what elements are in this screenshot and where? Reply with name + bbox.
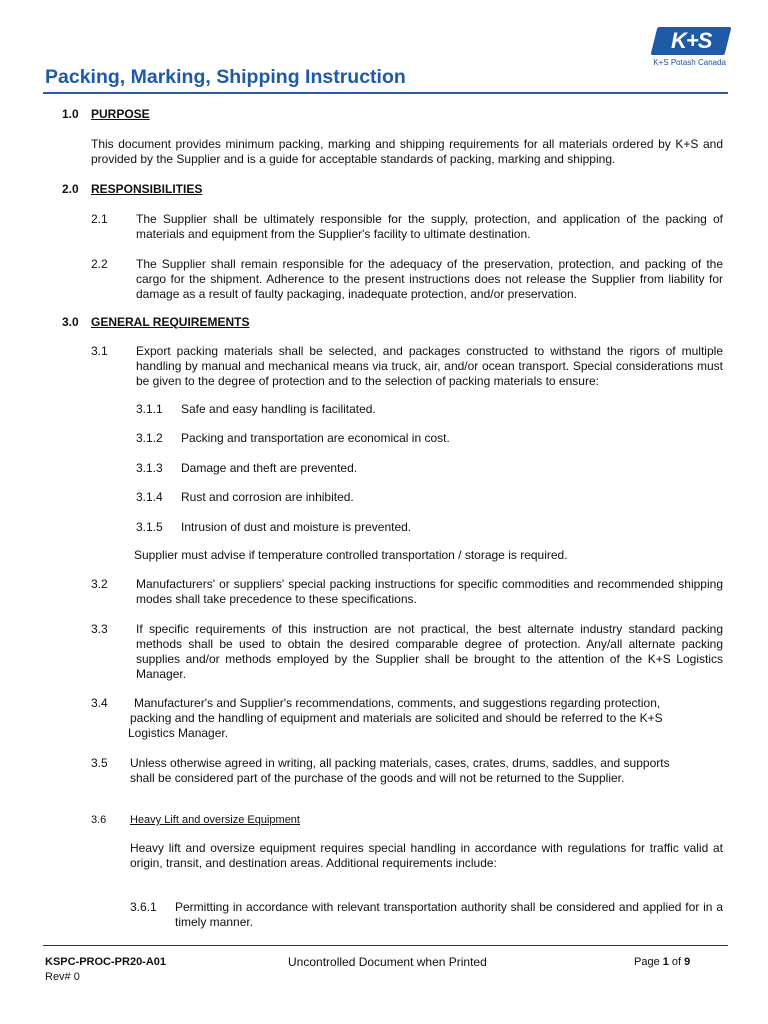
item-3-4-line-2: packing and the handling of equipment and materials are solicited and should be referred to the K+S — [130, 711, 663, 725]
item-3-6-1-text: Permitting in accordance with relevant transportation authority shall be considered and applied for in a timely manner. — [175, 900, 723, 929]
revision-number: Rev# 0 — [45, 971, 80, 983]
page-prefix: Page — [634, 956, 663, 968]
item-3-1-text: Export packing materials shall be selected, and packages constructed to withstand the rigors of multiple handling by manual and mechanical means via truck, air, and/or ocean transport. Special considerations must be given to the degree of protection and to the selection of packing materials to ensure: — [136, 344, 723, 388]
footer-divider — [43, 945, 728, 946]
item-3-5-line-2: shall be considered part of the purchase of the goods and will not be returned to the Supplier. — [130, 771, 625, 785]
item-number: 3.6 — [91, 814, 107, 826]
section-number: 2.0 — [62, 182, 79, 196]
subitem-number: 3.1.5 — [136, 520, 163, 534]
logo-subtext: K+S Potash Canada — [653, 58, 726, 67]
logo-mark — [651, 27, 732, 55]
subitem-number: 3.1.1 — [136, 402, 163, 416]
logo-text: K+S — [670, 28, 712, 53]
page-indicator — [634, 956, 690, 968]
subitem-text: Damage and theft are prevented. — [181, 461, 358, 475]
item-number: 3.5 — [91, 756, 108, 770]
page-current: 1 — [662, 956, 669, 968]
temperature-note: Supplier must advise if temperature controlled transportation / storage is required. — [134, 548, 568, 562]
page-total: 9 — [684, 956, 691, 968]
item-number: 3.4 — [91, 696, 108, 710]
company-logo — [586, 27, 728, 71]
subitem-number: 3.1.4 — [136, 490, 163, 504]
section-number: 1.0 — [62, 107, 79, 121]
subitem-text: Intrusion of dust and moisture is prevented. — [181, 520, 412, 534]
title-divider — [43, 92, 728, 94]
subitem-text: Rust and corrosion are inhibited. — [181, 490, 354, 504]
item-3-3-text: If specific requirements of this instruction are not practical, the best alternate industry standard packing methods shall be used to obtain the desired comparable degree of protection. Any/all alternate packing supplies and/or methods employed by the Supplier shall be brought to the attention of the K+S Logistics Manager. — [136, 622, 723, 681]
item-number: 3.3 — [91, 622, 108, 636]
section-heading-purpose: PURPOSE — [91, 107, 150, 121]
subitem-number: 3.6.1 — [130, 900, 157, 914]
page-title: Packing, Marking, Shipping Instruction — [45, 66, 406, 88]
subitem-text: Safe and easy handling is facilitated. — [181, 402, 376, 416]
item-3-6-text: Heavy lift and oversize equipment requires special handling in accordance with regulations for traffic valid at origin, transit, and destination areas. Additional requirements include: — [130, 841, 723, 870]
uncontrolled-notice: Uncontrolled Document when Printed — [288, 955, 487, 969]
subitem-number: 3.1.3 — [136, 461, 163, 475]
section-heading-responsibilities: RESPONSIBILITIES — [91, 182, 203, 196]
purpose-paragraph: This document provides minimum packing, marking and shipping requirements for all materials ordered by K+S and provided by the Supplier and is a guide for acceptable standards of packing, marking and shipping. — [91, 137, 723, 166]
section-heading-general-requirements: GENERAL REQUIREMENTS — [91, 315, 250, 329]
item-number: 3.2 — [91, 577, 108, 591]
item-3-4-line-1: Manufacturer's and Supplier's recommendations, comments, and suggestions regarding protection, — [134, 696, 661, 710]
item-number: 2.1 — [91, 212, 108, 226]
subitem-number: 3.1.2 — [136, 431, 163, 445]
section-number: 3.0 — [62, 315, 79, 329]
document-id: KSPC-PROC-PR20-A01 — [45, 956, 167, 968]
item-3-2-text: Manufacturers' or suppliers' special packing instructions for specific commodities and recommended shipping modes shall take precedence to these specifications. — [136, 577, 723, 606]
page-of: of — [668, 956, 685, 968]
item-2-2-text: The Supplier shall remain responsible for the adequacy of the preservation, protection, and packing of the cargo for the shipment. Adherence to the present instructions does not release the Supplier from liability for damage as a result of faulty packaging, inadequate protection, and/or preservation. — [136, 257, 723, 301]
item-3-4-line-3: Logistics Manager. — [128, 726, 229, 740]
item-number: 2.2 — [91, 257, 108, 271]
item-number: 3.1 — [91, 344, 108, 358]
item-3-6-heading: Heavy Lift and oversize Equipment — [130, 814, 300, 826]
subitem-text: Packing and transportation are economical in cost. — [181, 431, 450, 445]
item-2-1-text: The Supplier shall be ultimately responsible for the supply, protection, and application of the packing of materials and equipment from the Supplier's facility to ultimate destination. — [136, 212, 723, 241]
item-3-5-line-1: Unless otherwise agreed in writing, all packing materials, cases, crates, drums, saddles, and supports — [130, 756, 670, 770]
